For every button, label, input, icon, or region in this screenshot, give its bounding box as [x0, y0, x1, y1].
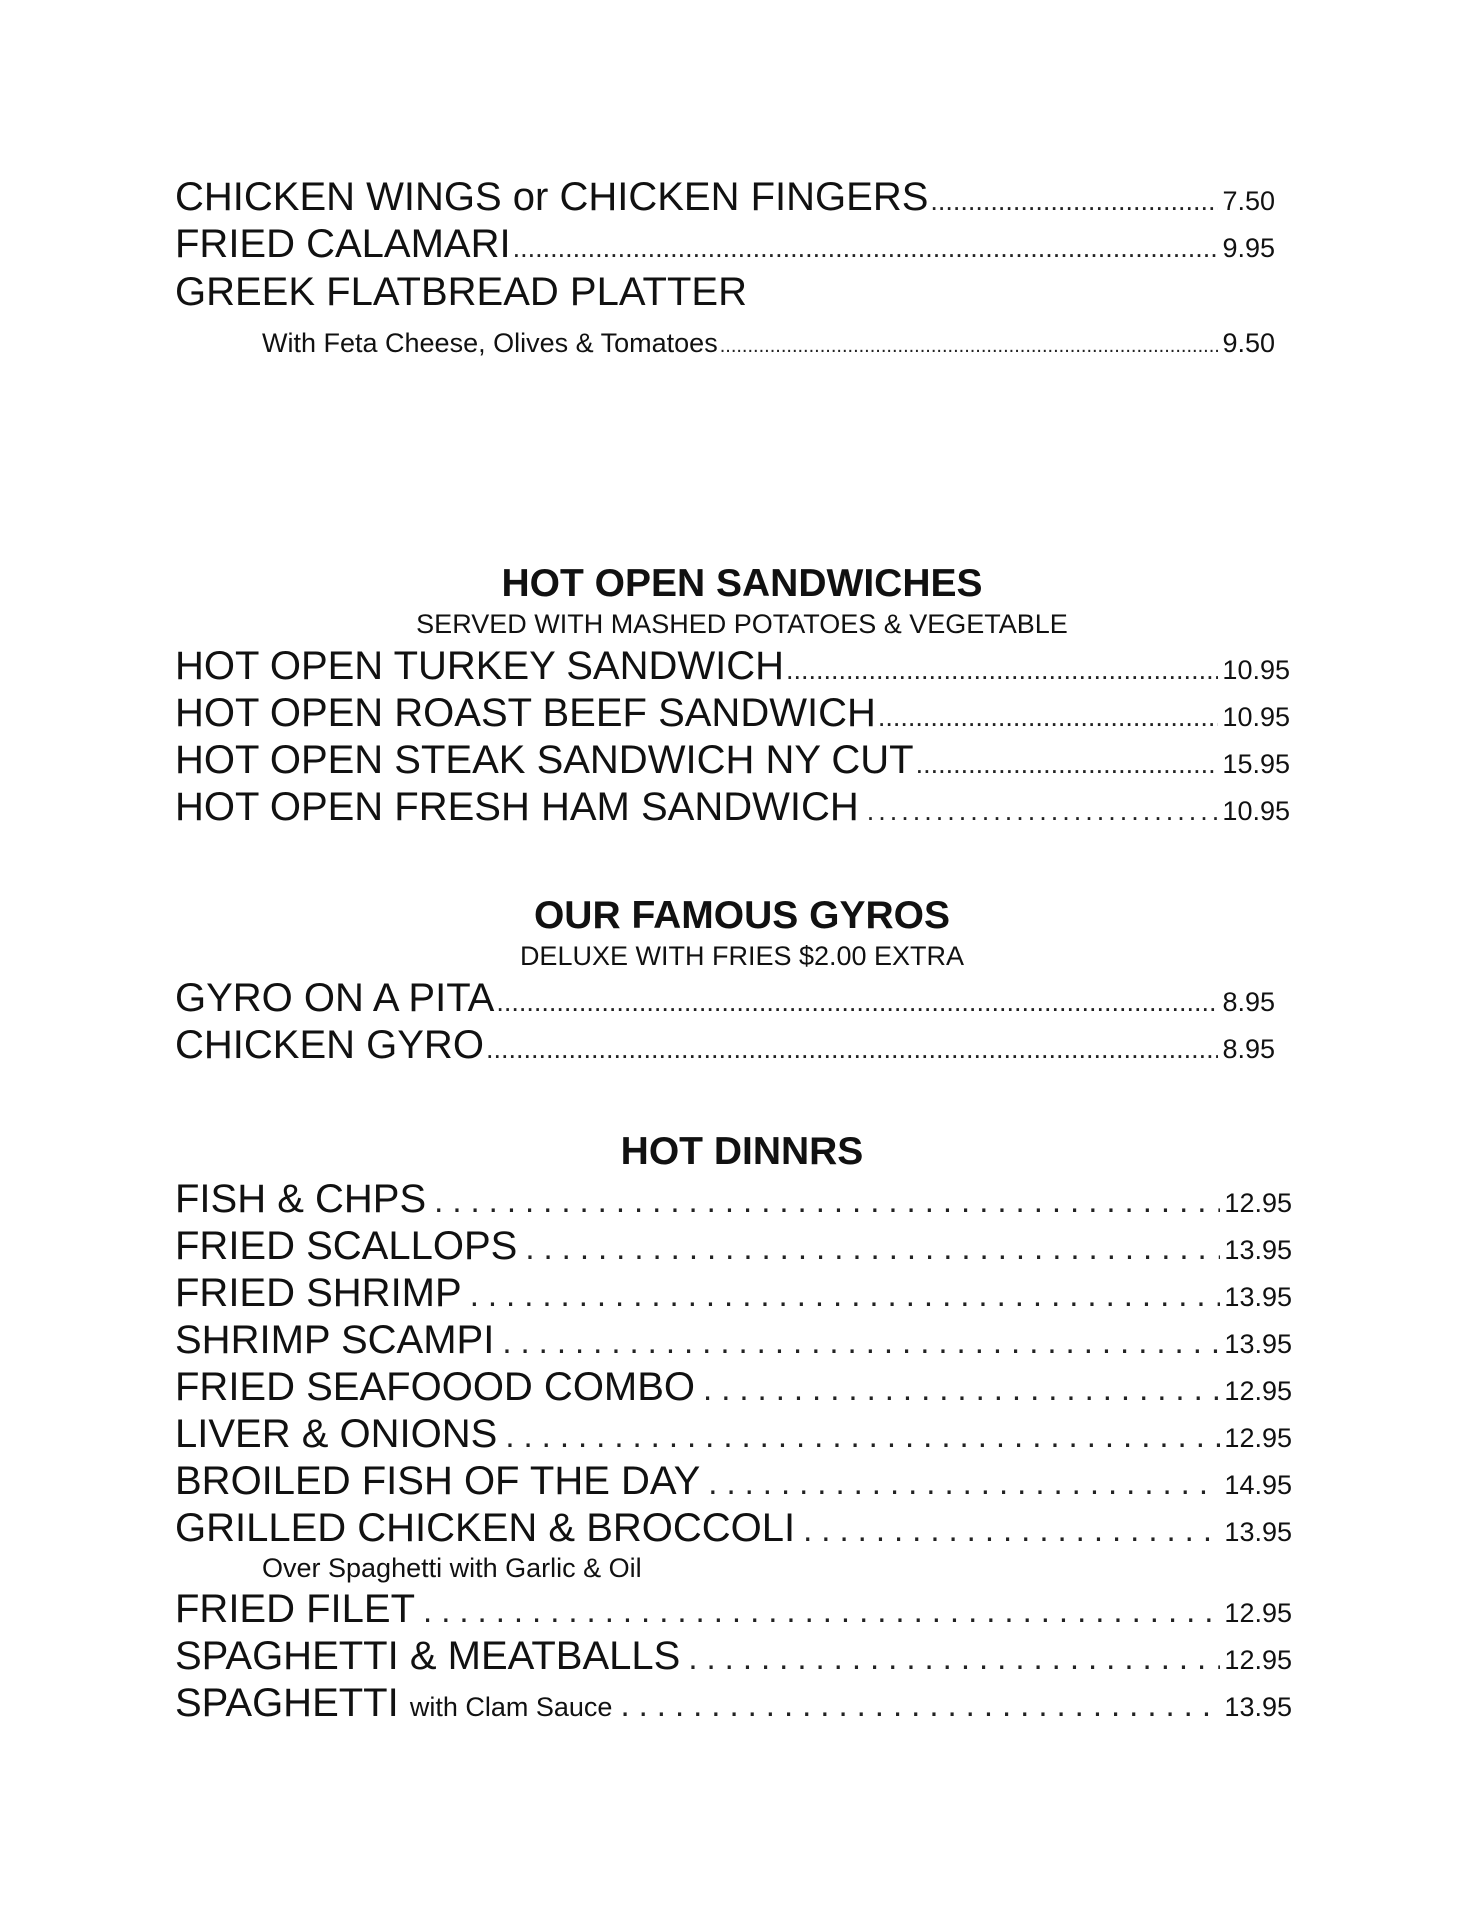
menu-item	[175, 1367, 1292, 1408]
item-price: 10.95	[1222, 655, 1290, 685]
item-price: 12.95	[1224, 1598, 1292, 1628]
item-name: FRIED SHRIMP	[175, 1271, 462, 1315]
item-price: 10.95	[1222, 702, 1290, 732]
item-name: GREEK FLATBREAD PLATTER	[175, 270, 747, 314]
item-name: HOT OPEN STEAK SANDWICH NY CUT	[175, 738, 914, 782]
item-price: 10.95	[1222, 796, 1290, 826]
menu-item	[175, 1273, 1292, 1314]
item-price: 12.95	[1224, 1645, 1292, 1675]
section-subtitle: SERVED WITH MASHED POTATOES & VEGETABLE	[416, 609, 1068, 639]
item-price: 13.95	[1224, 1517, 1292, 1547]
item-price: 15.95	[1222, 749, 1290, 779]
dot-leader	[786, 655, 1218, 686]
menu-item	[175, 1320, 1292, 1361]
item-name: FRIED CALAMARI	[175, 222, 511, 266]
dot-leader	[708, 1464, 1220, 1502]
item-price: 13.95	[1224, 1235, 1292, 1265]
item-description: With Feta Cheese, Olives & Tomatoes	[262, 328, 718, 358]
section-title: HOT DINNRS	[620, 1130, 864, 1173]
dot-leader	[620, 1686, 1220, 1724]
menu-item	[175, 1226, 1292, 1267]
dot-leader	[486, 1034, 1219, 1065]
menu-item	[175, 1179, 1292, 1220]
menu-item	[175, 1508, 1292, 1549]
section-title: HOT OPEN SANDWICHES	[501, 562, 983, 605]
dot-leader	[513, 233, 1219, 264]
dot-leader	[720, 335, 1219, 358]
menu-item	[175, 646, 1290, 686]
item-name: CHICKEN WINGS or CHICKEN FINGERS	[175, 175, 929, 219]
item-price: 8.95	[1222, 1034, 1275, 1064]
item-price: 12.95	[1224, 1423, 1292, 1453]
menu-item	[175, 224, 1275, 264]
item-price: 14.95	[1224, 1470, 1292, 1500]
item-name	[175, 1683, 612, 1723]
menu-item	[175, 1461, 1292, 1502]
dot-leader	[688, 1639, 1220, 1677]
dot-leader	[470, 1276, 1221, 1314]
dot-leader	[867, 796, 1219, 827]
item-name: LIVER & ONIONS	[175, 1412, 498, 1456]
item-price: 9.95	[1222, 233, 1275, 263]
dot-leader	[878, 702, 1219, 733]
menu-item	[175, 978, 1275, 1018]
item-price: 13.95	[1224, 1692, 1292, 1722]
item-name: GYRO ON A PITA	[175, 976, 495, 1020]
item-price: 13.95	[1224, 1282, 1292, 1312]
section-subtitle: DELUXE WITH FRIES $2.00 EXTRA	[519, 941, 965, 971]
dot-leader	[803, 1511, 1220, 1549]
item-name: FISH & CHPS	[175, 1177, 427, 1221]
item-price: 9.50	[1222, 328, 1275, 358]
dot-leader	[505, 1417, 1220, 1455]
dot-leader	[434, 1182, 1220, 1220]
item-name: FRIED FILET	[175, 1587, 416, 1631]
menu-item	[175, 1589, 1292, 1630]
item-qualifier: with Clam Sauce	[409, 1692, 613, 1722]
item-name: HOT OPEN FRESH HAM SANDWICH	[175, 785, 859, 829]
menu-item	[175, 1683, 1292, 1724]
item-name: FRIED SCALLOPS	[175, 1224, 518, 1268]
dot-leader	[423, 1592, 1220, 1630]
dot-leader	[502, 1323, 1220, 1361]
item-price: 7.50	[1222, 186, 1275, 216]
menu-item	[175, 787, 1290, 827]
item-name: GRILLED CHICKEN & BROCCOLI	[175, 1506, 796, 1550]
item-price: 12.95	[1224, 1188, 1292, 1218]
dot-leader	[930, 186, 1218, 217]
dot-leader	[703, 1370, 1220, 1408]
menu-item	[175, 740, 1290, 780]
item-price: 12.95	[1224, 1376, 1292, 1406]
item-price: 8.95	[1222, 987, 1275, 1017]
item-note: Over Spaghetti with Garlic & Oil	[262, 1553, 642, 1583]
menu-item	[262, 330, 1275, 358]
dot-leader	[916, 749, 1219, 780]
item-name: SHRIMP SCAMPI	[175, 1318, 495, 1362]
item-name-main: SPAGHETTI	[175, 1681, 399, 1725]
item-name: CHICKEN GYRO	[175, 1023, 484, 1067]
item-name: FRIED SEAFOOOD COMBO	[175, 1365, 696, 1409]
item-name: BROILED FISH OF THE DAY	[175, 1459, 701, 1503]
item-name: HOT OPEN TURKEY SANDWICH	[175, 644, 784, 688]
menu-item	[175, 1025, 1275, 1065]
section-title: OUR FAMOUS GYROS	[533, 894, 951, 937]
dot-leader	[525, 1229, 1220, 1267]
menu-item	[175, 1636, 1292, 1677]
item-name: HOT OPEN ROAST BEEF SANDWICH	[175, 691, 876, 735]
item-name: SPAGHETTI & MEATBALLS	[175, 1634, 681, 1678]
menu-item	[175, 1414, 1292, 1455]
menu-item	[175, 177, 1275, 217]
menu-item-heading	[175, 272, 1275, 312]
dot-leader	[496, 987, 1218, 1018]
menu-item	[175, 693, 1290, 733]
item-price: 13.95	[1224, 1329, 1292, 1359]
